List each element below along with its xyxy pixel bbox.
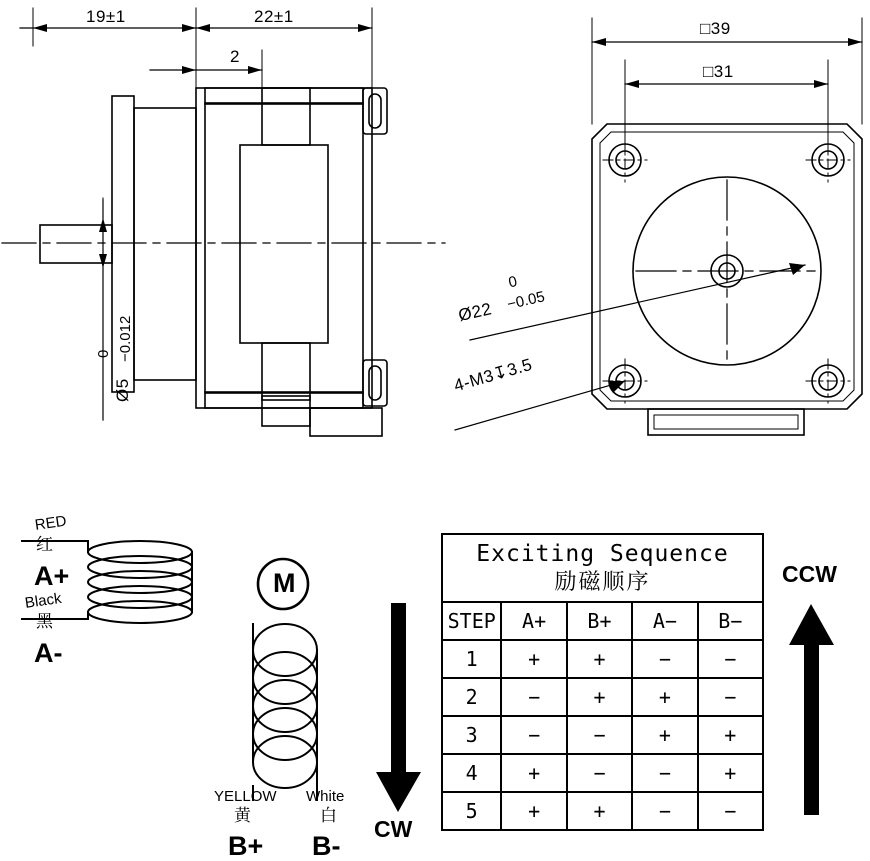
ccw-label: CCW: [782, 561, 837, 587]
dim-body-square: □39: [700, 19, 731, 38]
header-b-minus: B−: [698, 602, 763, 640]
coil-a-lead1-en-label: RED: [33, 512, 68, 534]
dim-shaft-diameter: Ø5: [113, 378, 132, 402]
dim-shaft-tol-lower: −0.012: [117, 315, 134, 362]
coil-a-lead2-en-label: Black: [23, 589, 63, 612]
dim-pilot-tol-lower: −0.05: [505, 288, 547, 314]
dim-mounting-holes: 4-M3↧3.5: [451, 354, 535, 396]
dim-shaft-diameter-group: [56, 282, 176, 402]
cell-step: 3: [442, 716, 501, 754]
cell-b-plus: +: [567, 640, 632, 678]
cell-b-plus: −: [567, 754, 632, 792]
cell-a-minus: +: [632, 678, 697, 716]
table-title-row: [442, 534, 763, 602]
cell-a-plus: +: [501, 754, 566, 792]
cell-b-minus: −: [698, 640, 763, 678]
cell-step: 2: [442, 678, 501, 716]
cell-b-plus: +: [567, 678, 632, 716]
coil-a-plus-label: A+: [34, 561, 70, 591]
table-title-cell: [442, 534, 763, 602]
coil-a-lead2-cn-label: 黑: [36, 612, 53, 632]
coil-a-lead1-cn-label: 红: [36, 535, 53, 555]
cell-a-minus: +: [632, 716, 697, 754]
table-title-en: Exciting Sequence: [476, 540, 729, 567]
exciting-sequence-table: [441, 533, 764, 831]
dim-length-2: 2: [230, 47, 240, 66]
coil-b-lead2-cn-label: 白: [320, 806, 337, 826]
dim-pilot-diameter: Ø22: [456, 299, 494, 326]
table-row: [442, 640, 763, 678]
cell-b-plus: −: [567, 716, 632, 754]
cell-b-minus: −: [698, 792, 763, 830]
table-row: [442, 792, 763, 830]
coil-a-minus-label: A-: [34, 638, 63, 668]
table-row: [442, 678, 763, 716]
table-title-cn: 励磁顺序: [554, 569, 651, 595]
dim-length-22: 22±1: [254, 7, 294, 26]
header-b-plus: B+: [567, 602, 632, 640]
coil-b-plus-label: B+: [228, 831, 264, 861]
dim-shaft-tol-upper: 0: [95, 349, 112, 358]
cell-a-plus: −: [501, 716, 566, 754]
cell-step: 4: [442, 754, 501, 792]
motor-symbol-label: M: [273, 568, 296, 598]
dim-pilot-tol-upper: 0: [506, 272, 519, 292]
header-a-minus: A−: [632, 602, 697, 640]
header-step: STEP: [442, 602, 501, 640]
cell-a-plus: +: [501, 792, 566, 830]
cell-step: 5: [442, 792, 501, 830]
cell-b-minus: +: [698, 716, 763, 754]
coil-b-minus-label: B-: [312, 831, 341, 861]
dim-length-19: 19±1: [86, 7, 126, 26]
cell-a-plus: +: [501, 640, 566, 678]
table-row: [442, 754, 763, 792]
dim-pilot-square: □31: [703, 62, 734, 81]
cell-a-plus: −: [501, 678, 566, 716]
cell-b-plus: +: [567, 792, 632, 830]
header-a-plus: A+: [501, 602, 566, 640]
cell-a-minus: −: [632, 792, 697, 830]
coil-b-lead1-en-label: YELLOW: [214, 788, 277, 805]
table-row: [442, 716, 763, 754]
cell-step: 1: [442, 640, 501, 678]
cw-label: CW: [374, 816, 413, 842]
cell-a-minus: −: [632, 754, 697, 792]
coil-b-lead2-en-label: White: [306, 788, 345, 805]
cell-b-minus: +: [698, 754, 763, 792]
table-header-row: [442, 602, 763, 640]
cell-a-minus: −: [632, 640, 697, 678]
cell-b-minus: −: [698, 678, 763, 716]
coil-b-lead1-cn-label: 黄: [234, 806, 251, 826]
